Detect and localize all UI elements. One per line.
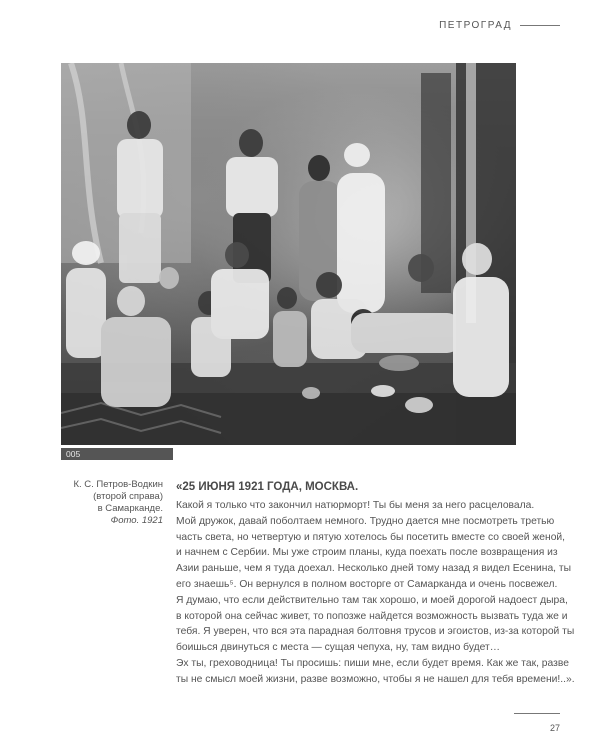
caption-line: (второй справа) — [93, 491, 163, 502]
body-line: Какой я только что закончил натюрморт! Ты бы меня за него расцеловала. — [176, 500, 535, 511]
running-header — [439, 20, 560, 31]
letter-body — [176, 498, 575, 688]
caption-line: К. С. Петров-Водкин — [73, 479, 163, 490]
body-line: в которой она сейчас живет, то попозже найдется возможность вызвать туда же и — [176, 610, 568, 622]
footer-rule — [514, 713, 560, 714]
section-title: ПЕТРОГРАД — [439, 20, 512, 31]
page-number: 27 — [549, 723, 560, 733]
group-photograph — [61, 63, 516, 445]
body-line: и начнем с Сербии. Мы уже строим планы, куда поехать после возвращения из — [176, 547, 558, 559]
body-line: часть света, но четвертую и пятую хотелось бы посетить вместе со своей женой, — [176, 531, 566, 543]
body-line: ты не смысл моей жизни, разве возможно, чтобы я не нашел для тебя времени!..». — [176, 673, 575, 685]
photo-caption — [20, 479, 163, 527]
body-line: Мой дружок, давай поболтаем немного. Трудно дается мне посмотреть третью — [176, 515, 555, 527]
body-line: боишься двинуться с места — сущая чепуха, ну, там видно будет… — [176, 642, 501, 654]
photo-number: 005 — [61, 448, 173, 460]
body-line: Азии раньше, чем я туда доехал. Несколько дней тому назад я видел Есенина, ты — [176, 563, 572, 575]
photo-illustration — [61, 63, 516, 445]
body-line: его знаешь⁵. Он вернулся в полном восторге от Самарканда и очень посвежел. — [176, 578, 558, 590]
body-line: Эх ты, греховодница! Ты просишь: пиши мне, если будет время. Как же так, разве — [176, 657, 569, 669]
caption-line: в Самарканде. — [97, 503, 163, 514]
body-line: Я думаю, что если действительно там так хорошо, и моей дорогой надоест дыра, — [176, 594, 568, 606]
page-footer — [514, 713, 560, 736]
body-line: тебя. Я уверен, что вся эта парадная болтовня трусов и эгоистов, из-за которой ты — [176, 626, 575, 638]
caption-credit: Фото. 1921 — [110, 515, 163, 526]
header-rule — [520, 25, 560, 26]
letter-excerpt — [176, 480, 575, 688]
letter-heading: «25 ИЮНЯ 1921 ГОДА, МОСКВА. — [176, 481, 359, 493]
